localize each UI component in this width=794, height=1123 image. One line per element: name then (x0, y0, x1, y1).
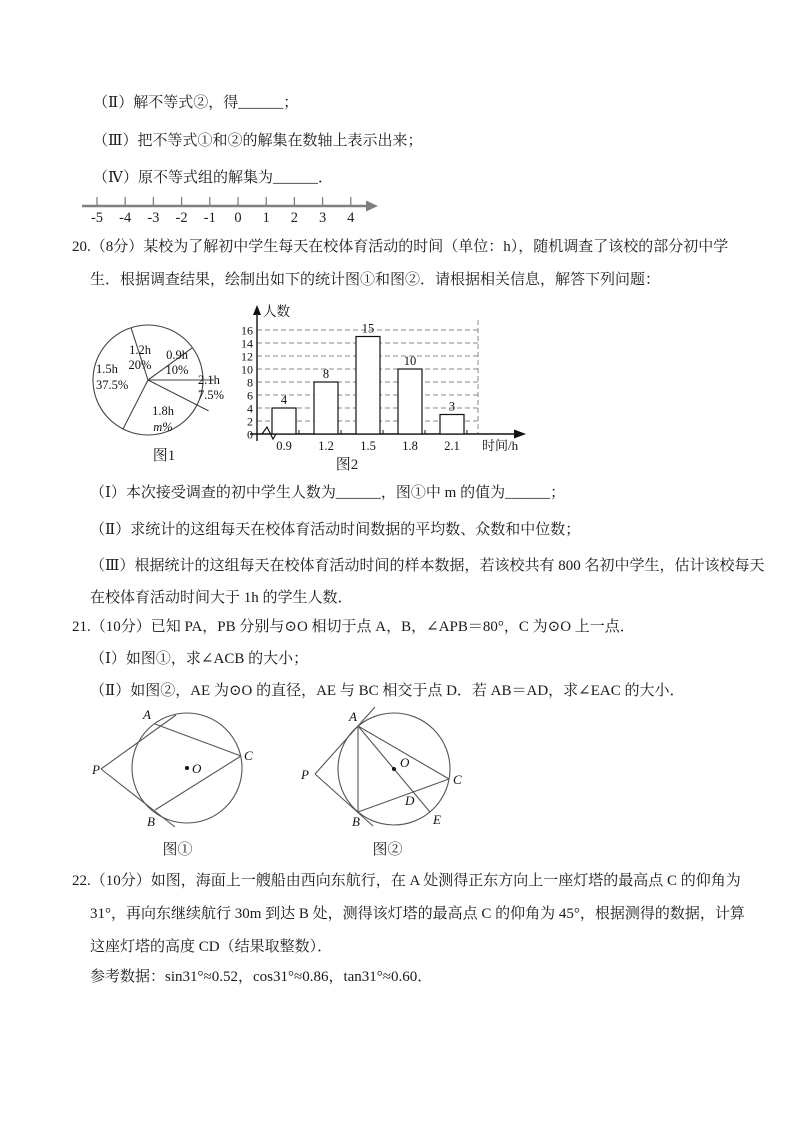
point-label-O: O (400, 755, 410, 770)
number-line-arrow (366, 201, 378, 212)
p22-reference-data: 参考数据：sin31°≈0.52，cos31°≈0.86，tan31°≈0.60． (90, 969, 433, 985)
bar (272, 408, 296, 434)
pie-caption: 图1 (152, 448, 176, 464)
bar-value-label: 3 (448, 399, 456, 414)
pie-label-18h: 1.8h (152, 404, 174, 418)
p19-item-ii: （Ⅱ）解不等式②，得______； (93, 95, 299, 111)
pie-pct-12h: 20% (128, 358, 152, 372)
number-line-tick-label: -4 (119, 210, 132, 226)
chord-AC (155, 724, 241, 756)
number-line-tick-label: 0 (234, 210, 242, 226)
p20-statement-line2: 生．根据调查结果，绘制出如下的统计图①和图②．请根据相关信息，解答下列问题： (90, 272, 661, 288)
chord-AC (358, 726, 449, 779)
x-category-label: 2.1 (444, 439, 460, 453)
center-dot (185, 766, 189, 770)
pie-label-15h: 1.5h (96, 362, 118, 376)
number-line-tick-label: 3 (318, 210, 327, 226)
p21-question-1: （Ⅰ）如图①，求∠ACB 的大小； (90, 651, 309, 667)
bar-value-label: 10 (403, 354, 417, 368)
number-line-tick-label: 2 (290, 210, 299, 226)
y-tick-label: 8 (247, 375, 253, 390)
tangent-PA (315, 707, 375, 774)
p22-statement-line2: 31°，再向东继续航行 30m 到达 B 处，测得该灯塔的最高点 C 的仰角为 45°，根据测得的数据，计算 (90, 906, 745, 922)
p20-statement-line1: 20.（8分）某校为了解初中学生每天在校体育活动的时间（单位：h），随机调查了该校的部分初中学 (72, 239, 729, 255)
circle-figure-1 (85, 703, 270, 838)
number-line-tick-label: -1 (203, 210, 216, 226)
circle-figure-2 (295, 703, 480, 838)
number-line-figure (76, 186, 384, 228)
bar-chart-svg (236, 300, 536, 458)
point-label-E: E (433, 812, 441, 827)
point-label-A: A (143, 707, 151, 722)
y-tick-label: 4 (247, 401, 253, 416)
bar (356, 337, 380, 435)
p21-statement: 21.（10分）已知 PA，PB 分别与⊙O 相切于点 A，B，∠APB＝80°，C 为⊙O 上一点． (72, 619, 635, 635)
number-line-tick-label: 4 (347, 210, 355, 226)
tangent-PB (315, 774, 373, 826)
number-line-tick-label: -3 (147, 210, 160, 226)
p22-statement-line3: 这座灯塔的高度 CD（结果取整数）． (90, 939, 333, 955)
bar-caption: 图2 (335, 457, 359, 473)
point-label-B: B (352, 814, 360, 829)
pie-pct-15h: 37.5% (96, 378, 129, 392)
point-label-A: A (349, 709, 357, 724)
p19-item-iii: （Ⅲ）把不等式①和②的解集在数轴上表示出来； (93, 133, 423, 149)
point-label-O: O (192, 761, 202, 776)
pie-label-09h: 0.9h (166, 348, 188, 362)
y-axis-arrow (253, 305, 261, 315)
tangent-PA (101, 715, 176, 769)
y-tick-label: 16 (241, 323, 253, 338)
y-tick-label: 6 (247, 388, 253, 403)
pie-chart-figure (88, 312, 240, 446)
figure2-caption: 图② (372, 842, 403, 858)
number-line-tick-label: -5 (90, 210, 104, 226)
pie-pct-21h: 7.5% (198, 388, 225, 402)
y-tick-label: 14 (241, 336, 253, 351)
x-category-label: 1.8 (402, 439, 418, 453)
x-axis-title: 时间/h (482, 438, 519, 453)
x-category-label: 0.9 (276, 439, 292, 453)
p21-question-2: （Ⅱ）如图②，AE 为⊙O 的直径，AE 与 BC 相交于点 D．若 AB＝AD，求∠EAC 的大小． (90, 683, 685, 699)
bar-value-label: 4 (280, 393, 288, 407)
bar-value-label: 8 (322, 367, 330, 381)
y-tick-label: 12 (241, 349, 253, 364)
point-label-C: C (453, 772, 462, 787)
p20-question-2: （Ⅱ）求统计的这组每天在校体育活动时间数据的平均数、众数和中位数； (90, 522, 581, 538)
point-label-C: C (244, 748, 253, 763)
pie-pct-18h: m% (153, 420, 173, 434)
bar (398, 369, 422, 434)
point-label-B: B (147, 814, 155, 829)
x-category-label: 1.5 (360, 439, 376, 453)
y-tick-label: 0 (247, 427, 253, 442)
bar (314, 382, 338, 434)
y-tick-label: 10 (241, 362, 253, 377)
pie-label-21h: 2.1h (198, 373, 220, 387)
point-label-P: P (301, 767, 309, 782)
number-line-tick-label: -2 (175, 210, 188, 226)
bar (440, 415, 464, 435)
pie-label-12h: 1.2h (129, 343, 151, 357)
point-label-P: P (92, 762, 100, 777)
point-label-D: D (405, 793, 415, 808)
figure1-caption: 图① (162, 842, 193, 858)
number-line-tick-label: 1 (262, 210, 270, 226)
center-dot (392, 767, 396, 771)
p22-statement-line1: 22.（10分）如图，海面上一艘船由西向东航行，在 A 处测得正东方向上一座灯塔的最高点 C 的仰角为 (72, 873, 741, 889)
y-axis-title: 人数 (263, 304, 290, 319)
p20-question-3a: （Ⅲ）根据统计的这组每天在校体育活动时间的样本数据，若该校共有 800 名初中学生，估计该校每天 (90, 558, 765, 574)
p19-item-iv: （Ⅳ）原不等式组的解集为______． (93, 170, 333, 186)
bar-value-label: 15 (361, 321, 375, 336)
p20-question-3b: 在校体育活动时间大于 1h 的学生人数． (90, 590, 353, 606)
p20-question-1: （Ⅰ）本次接受调查的初中学生人数为______，图①中 m 的值为______； (90, 485, 566, 501)
tangent-PB (101, 769, 175, 827)
x-category-label: 1.2 (318, 439, 334, 453)
y-tick-label: 2 (247, 414, 253, 429)
pie-pct-09h: 10% (165, 363, 189, 377)
